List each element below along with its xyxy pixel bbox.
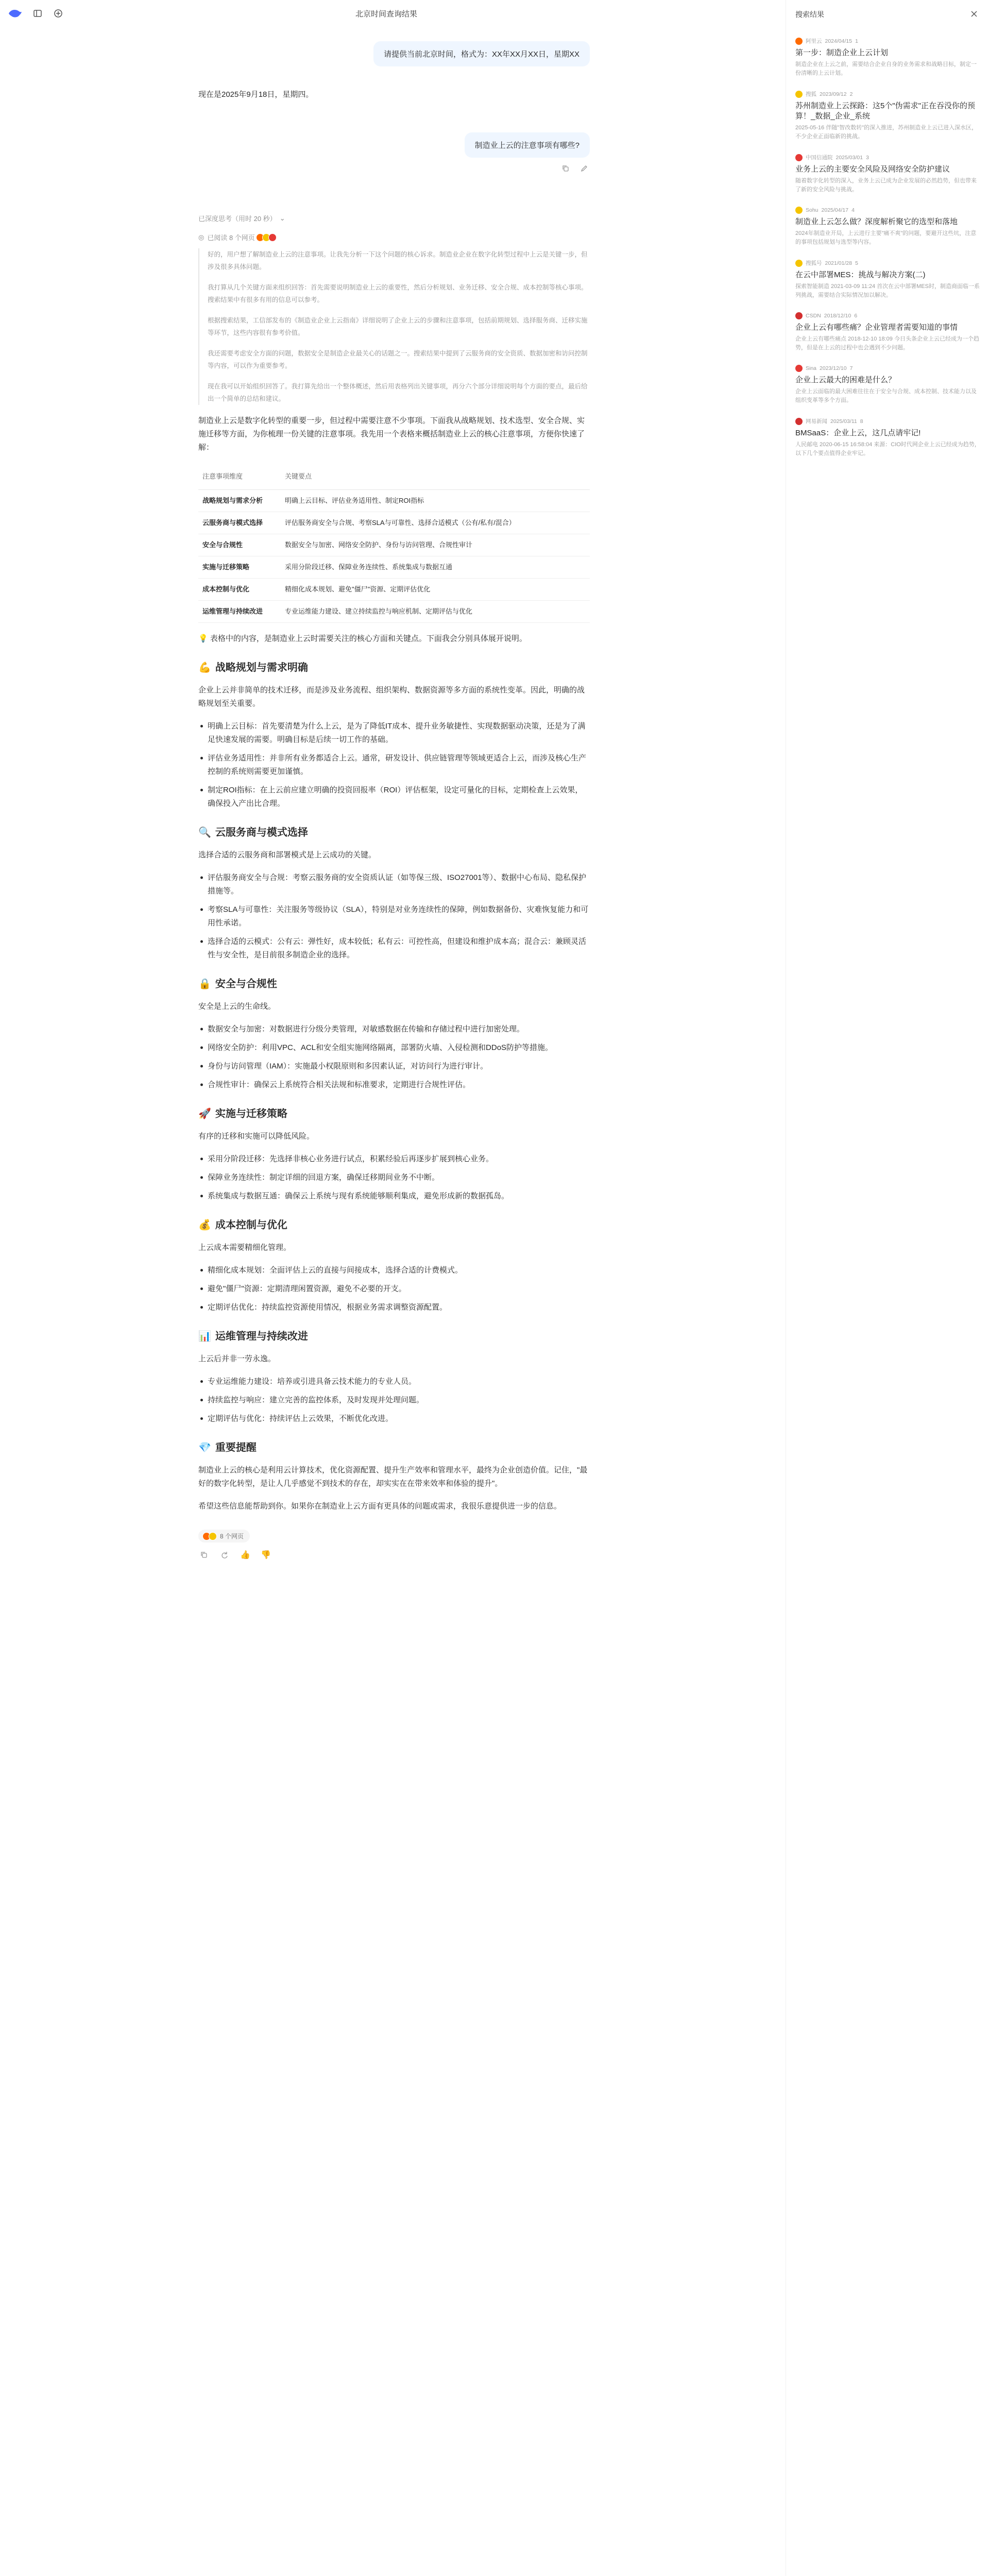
list-item: 选择合适的云模式：公有云：弹性好，成本较低；私有云：可控性高，但建设和维护成本高；混合云：兼顾灵活性与安全性，是目前很多制造企业的选择。 [208, 935, 590, 962]
section-title-text: 战略规划与需求明确 [215, 662, 308, 673]
result-meta [795, 312, 981, 319]
sources-chip-label: 8 个网页 [220, 1533, 244, 1540]
result-date: 2018/12/10 [824, 313, 851, 319]
result-title[interactable]: BMSaaS：企业上云，这几点请牢记! [795, 429, 921, 437]
result-title[interactable]: 企业上云有哪些痛？企业管理者需要知道的事情 [795, 323, 958, 332]
search-icon: 🔍 [198, 827, 211, 838]
result-number: 4 [851, 207, 855, 213]
list-item: 定期评估与优化：持续评估上云效果，不断优化改进。 [208, 1412, 590, 1426]
user-message-actions [560, 163, 590, 174]
site-favicon-icon [795, 365, 803, 372]
section-title [198, 826, 590, 839]
section-title [198, 1107, 590, 1121]
result-source: 网易新闻 [806, 418, 827, 425]
table-cell: 明确上云目标、评估业务适用性、制定ROI指标 [281, 490, 590, 512]
result-date: 2024/04/15 [825, 38, 852, 44]
result-title[interactable]: 制造业上云怎么做？深度解析聚它的选型和落地 [795, 217, 958, 226]
result-date: 2025/03/11 [830, 418, 857, 425]
section-lead: 上云后并非一劳永逸。 [198, 1354, 276, 1363]
section-list [198, 1153, 590, 1203]
result-title[interactable]: 在云中部署MES：挑战与解决方案(二) [795, 270, 926, 279]
table-cell: 实施与迁移策略 [198, 556, 281, 579]
section-list [198, 871, 590, 962]
section-list [198, 1264, 590, 1314]
list-item: 保障业务连续性：制定详细的回退方案，确保迁移期间业务不中断。 [208, 1171, 590, 1184]
table-row [198, 601, 590, 623]
deep-think-toggle[interactable] [198, 213, 590, 223]
answer-intro: 制造业上云是数字化转型的重要一步，但过程中需要注意不少事项。下面我从战略规划、技术选型、安全合规、实施迁移等方面，为你梳理一份关键的注意事项。我先用一个表格来概括制造业上云的核心注意事项，方便你快速了解： [198, 416, 585, 452]
section-lead: 选择合适的云服务商和部署模式是上云成功的关键。 [198, 851, 377, 859]
list-item: 制定ROI指标：在上云前应建立明确的投资回报率（ROI）评估框架，设定可量化的目标，定期检查上云效果，确保投入产出比合理。 [208, 784, 590, 810]
copy-icon[interactable] [198, 1549, 210, 1561]
rocket-icon: 🚀 [198, 1108, 211, 1120]
search-result[interactable] [795, 154, 981, 194]
list-item: 持续监控与响应：建立完善的监控体系，及时发现并处理问题。 [208, 1394, 590, 1407]
panel-title: 搜索结果 [795, 10, 824, 19]
table-cell: 数据安全与加密、网络安全防护、身份与访问管理、合规性审计 [281, 534, 590, 556]
list-item: 身份与访问管理（IAM）：实施最小权限原则和多因素认证，对访问行为进行审计。 [208, 1060, 590, 1073]
search-summary-label: 已阅读 8 个网页 [207, 234, 255, 242]
search-result[interactable] [795, 90, 981, 141]
section-title-text: 成本控制与优化 [215, 1219, 287, 1231]
result-source: 搜狐号 [806, 260, 822, 266]
result-snippet: 随着数字化转型的深入，业务上云已成为企业发展的必然趋势，但也带来了新的安全风险与挑战。 [795, 178, 977, 193]
regenerate-icon[interactable] [219, 1549, 230, 1561]
result-date: 2023/09/12 [820, 91, 847, 97]
result-meta [795, 207, 981, 214]
thought-process [198, 248, 590, 405]
list-item: 数据安全与加密：对数据进行分级分类管理，对敏感数据在传输和存储过程中进行加密处理。 [208, 1023, 590, 1036]
thought-paragraph: 我打算从几个关键方面来组织回答：首先需要说明制造业上云的重要性，然后分析规划、业务迁移、安全合规、成本控制等核心事项。搜索结果中有很多有用的信息可以参考。 [208, 284, 588, 303]
money-icon: 💰 [198, 1219, 211, 1231]
table-cell: 采用分阶段迁移、保障业务连续性、系统集成与数据互通 [281, 556, 590, 579]
section-lead: 企业上云并非简单的技术迁移，而是涉及业务流程、组织架构、数据资源等多方面的系统性变革。因此，明确的战略规划至关重要。 [198, 686, 585, 708]
table-row [198, 534, 590, 556]
site-favicon-icon [795, 154, 803, 161]
list-item: 专业运维能力建设：培养或引进具备云技术能力的专业人员。 [208, 1375, 590, 1388]
section-title [198, 661, 590, 674]
result-title[interactable]: 业务上云的主要安全风险及网络安全防护建议 [795, 165, 950, 174]
result-source: 中国信通院 [806, 155, 833, 161]
search-results-panel [786, 0, 989, 2576]
table-cell: 成本控制与优化 [198, 579, 281, 601]
thought-paragraph: 根据搜索结果，工信部发布的《制造业企业上云指南》详细说明了企业上云的步骤和注意事项，包括前期规划、选择服务商、迁移实施等环节，这些内容很有参考价值。 [208, 317, 588, 336]
result-title[interactable]: 第一步：制造企业上云计划 [795, 48, 889, 57]
section-title-text: 实施与迁移策略 [215, 1108, 287, 1120]
table-cell: 战略规划与需求分析 [198, 490, 281, 512]
site-favicon-icon [795, 207, 803, 214]
section-title [198, 1218, 590, 1232]
site-favicon-icon [795, 260, 803, 267]
list-item: 网络安全防护：利用VPC、ACL和安全组实施网络隔离，部署防火墙、入侵检测和DDoS防护等措施。 [208, 1041, 590, 1055]
thumbs-up-icon[interactable]: 👍 [240, 1550, 250, 1560]
search-result[interactable] [795, 37, 981, 78]
result-snippet: 2024年制造业开局，上云进行主要"痛不爽"的问题，要避开这些坑，注意的事项包括规划与选型等内容。 [795, 230, 977, 245]
list-item: 避免"僵尸"资源：定期清理闲置资源，避免不必要的开支。 [208, 1282, 590, 1296]
result-snippet: 企业上云有哪些痛点 2018-12-10 18:09 今日头条企业上云已经成为一个趋势，但是在上云的过程中也会遇到不少问题。 [795, 336, 979, 351]
result-number: 8 [860, 418, 863, 425]
table-row [198, 579, 590, 601]
table-cell: 云服务商与模式选择 [198, 512, 281, 534]
web-icon: ◎ [198, 233, 204, 241]
thought-paragraph: 我还需要考虑安全方面的问题，数据安全是制造企业最关心的话题之一。搜索结果中提到了云服务商的安全资质、数据加密和访问控制等内容，可以作为重要参考。 [208, 350, 588, 369]
site-favicon-icon [795, 418, 803, 425]
search-result[interactable] [795, 417, 981, 458]
list-item: 考察SLA与可靠性：关注服务等级协议（SLA），特别是对业务连续性的保障，例如数据备份、灾难恢复能力和可用性承诺。 [208, 903, 590, 930]
diamond-icon: 💎 [198, 1442, 211, 1453]
search-result[interactable] [795, 259, 981, 300]
site-favicon-icon [795, 312, 803, 319]
sources-chip[interactable] [198, 1530, 250, 1543]
list-item: 明确上云目标：首先要清楚为什么上云，是为了降低IT成本、提升业务敏捷性、实现数据驱动决策，还是为了满足快速发展的需要。明确目标是后续一切工作的基础。 [208, 720, 590, 747]
result-number: 7 [849, 365, 853, 371]
result-date: 2021/01/28 [825, 260, 852, 266]
search-result[interactable] [795, 312, 981, 352]
summary-table [198, 464, 590, 623]
deep-think-label: 已深度思考（用时 20 秒） [198, 215, 277, 223]
result-snippet: 人民邮电 2020-06-15 16:58:04 来源：CIO时代网企业上云已经成为趋势，以下几个要点值得企业牢记。 [795, 442, 980, 456]
thought-paragraph: 好的，用户想了解制造业上云的注意事项。让我先分析一下这个问题的核心诉求。制造业企业在数字化转型过程中上云是关键一步，但涉及很多具体问题。 [208, 251, 588, 270]
result-snippet: 企业上云面临的最大困难往往在于安全与合规、成本控制、技术能力以及组织变革等多个方面。 [795, 388, 977, 403]
close-icon[interactable] [968, 8, 980, 20]
result-meta [795, 154, 981, 161]
result-meta [795, 259, 981, 267]
table-row [198, 512, 590, 534]
table-cell: 安全与合规性 [198, 534, 281, 556]
results-list [795, 37, 981, 470]
section-title-text: 安全与合规性 [215, 978, 277, 990]
result-number: 3 [866, 154, 869, 161]
result-snippet: 探索智能制造 2021-03-09 11:24 首次在云中部署MES时，制造商面临一系列挑战，需要结合实际情况加以解决。 [795, 283, 980, 298]
list-item: 定期评估优化：持续监控资源使用情况，根据业务需求调整资源配置。 [208, 1301, 590, 1314]
section-title-text: 云服务商与模式选择 [215, 827, 308, 838]
result-snippet: 制造企业在上云之前，需要结合企业自身的业务需求和战略目标，制定一份清晰的上云计划。 [795, 61, 977, 76]
result-date: 2023/12/10 [820, 365, 847, 371]
table-row [198, 556, 590, 579]
edit-icon[interactable] [578, 163, 590, 174]
result-source: CSDN [806, 313, 821, 319]
list-item: 采用分阶段迁移：先选择非核心业务进行试点，积累经验后再逐步扩展到核心业务。 [208, 1153, 590, 1166]
result-source: 搜狐 [806, 91, 816, 97]
section-list [198, 720, 590, 810]
result-meta [795, 417, 981, 425]
table-header: 注意事项维度 [198, 464, 281, 490]
chat-thread [198, 41, 590, 1561]
thumbs-down-icon[interactable]: 👎 [261, 1550, 271, 1560]
search-result[interactable] [795, 207, 981, 247]
result-meta [795, 365, 981, 372]
muscle-icon: 💪 [198, 662, 211, 673]
site-favicon-icon [795, 38, 803, 45]
after-table-label: 表格中的内容，是制造业上云时需要关注的核心方面和关键点。下面我会分别具体展开说明。 [210, 634, 527, 643]
result-title[interactable]: 企业上云最大的困难是什么？ [795, 376, 896, 384]
search-result[interactable] [795, 365, 981, 405]
table-cell: 专业运维能力建设、建立持续监控与响应机制、定期评估与优化 [281, 601, 590, 623]
chart-icon: 📊 [198, 1331, 211, 1342]
copy-icon[interactable] [560, 163, 571, 174]
result-number: 5 [855, 260, 858, 266]
table-cell: 精细化成本规划、避免"僵尸"资源、定期评估优化 [281, 579, 590, 601]
section-title-text: 运维管理与持续改进 [215, 1331, 308, 1342]
list-item: 合规性审计：确保云上系统符合相关法规和标准要求，定期进行合规性评估。 [208, 1078, 590, 1092]
result-source: Sohu [806, 207, 819, 213]
thought-paragraph: 现在我可以开始组织回答了。我打算先给出一个整体概述，然后用表格列出关键事项，再分六个部分详细说明每个方面的要点，最后给出一个简单的总结和建议。 [208, 383, 588, 402]
closing-paragraph: 制造业上云的核心是利用云计算技术，优化资源配置、提升生产效率和管理水平，最终为企业创造价值。记住，"最好的数字化转型，是让人几乎感觉不到技术的存在，却实实在在带来效率和体验的提升"。 [198, 1466, 588, 1488]
result-date: 2025/04/17 [821, 207, 849, 213]
user-message-1: 请提供当前北京时间，格式为：XX年XX月XX日，星期XX [373, 41, 590, 66]
section-title-text: 重要提醒 [215, 1442, 257, 1453]
result-number: 6 [854, 313, 858, 319]
section-title [198, 1330, 590, 1343]
result-title[interactable]: 苏州制造业上云探路：这5个"伪需求"正在吞没你的预算！_数据_企业_系统 [795, 101, 975, 121]
section-lead: 安全是上云的生命线。 [198, 1002, 276, 1011]
closing-paragraph: 希望这些信息能帮助到你。如果你在制造业上云方面有更具体的问题或需求，我很乐意提供进一步的信息。 [198, 1502, 562, 1511]
after-table-text [198, 632, 590, 646]
table-cell: 运维管理与持续改进 [198, 601, 281, 623]
list-item: 精细化成本规划：全面评估上云的直接与间接成本，选择合适的计费模式。 [208, 1264, 590, 1277]
section-lead: 上云成本需要精细化管理。 [198, 1243, 292, 1252]
site-favicon-icon [795, 91, 803, 98]
result-source: 阿里云 [806, 38, 822, 44]
section-title [198, 1441, 590, 1454]
result-snippet: 2025-05-16 伴随"智改数转"的深入推进，苏州制造业上云已进入深水区，不少企业正面临新的挑战。 [795, 125, 978, 140]
section-title [198, 977, 590, 991]
section-list [198, 1023, 590, 1092]
section-lead: 有序的迁移和实施可以降低风险。 [198, 1132, 315, 1141]
result-source: Sina [806, 365, 817, 371]
search-summary[interactable] [198, 232, 590, 242]
result-number: 2 [849, 91, 853, 97]
assistant-answer-1: 现在是2025年9月18日，星期四。 [198, 90, 314, 99]
source-avatars [204, 1532, 217, 1540]
table-header: 关键要点 [281, 464, 590, 490]
source-avatars [258, 233, 277, 242]
result-number: 1 [855, 38, 858, 44]
user-message-2: 制造业上云的注意事项有哪些? [465, 132, 590, 158]
list-item: 系统集成与数据互通：确保云上系统与现有系统能够顺利集成，避免形成新的数据孤岛。 [208, 1190, 590, 1203]
lightbulb-icon: 💡 [198, 634, 208, 643]
answer-actions [198, 1549, 590, 1561]
lock-icon: 🔒 [198, 978, 211, 990]
list-item: 评估业务适用性：并非所有业务都适合上云。通常，研发设计、供应链管理等领域更适合上云，而涉及核心生产控制的系统则需要更加谨慎。 [208, 752, 590, 778]
result-date: 2025/03/01 [835, 154, 863, 161]
section-list [198, 1375, 590, 1426]
list-item: 评估服务商安全与合规：考察云服务商的安全资质认证（如等保三级、ISO27001等）、数据中心布局、隐私保护措施等。 [208, 871, 590, 898]
result-meta [795, 37, 981, 45]
assistant-answer-2 [198, 414, 590, 1513]
conversation-title: 北京时间查询结果 [355, 10, 417, 19]
table-cell: 评估服务商安全与合规、考察SLA与可靠性、选择合适模式（公有/私有/混合） [281, 512, 590, 534]
result-meta [795, 90, 981, 98]
table-row [198, 490, 590, 512]
chevron-down-icon: ⌄ [279, 214, 285, 222]
